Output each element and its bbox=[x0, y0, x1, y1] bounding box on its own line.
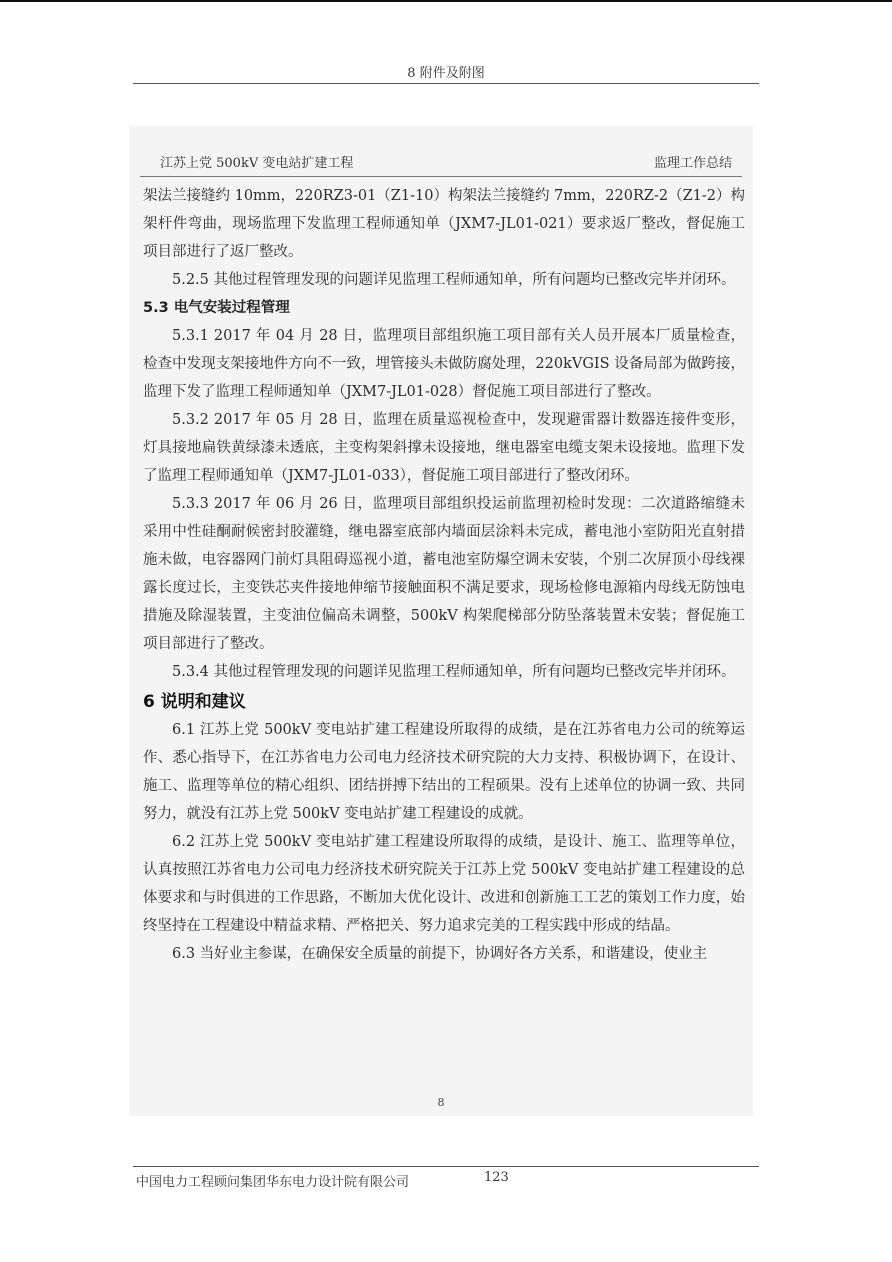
footer-page-number: 123 bbox=[484, 1170, 509, 1185]
top-border-line bbox=[0, 0, 892, 2]
chapter-heading: 6 说明和建议 bbox=[143, 692, 246, 712]
paragraph: 5.3.1 2017 年 04 月 28 日，监理项目部组织施工项目部有关人员开展本厂质量检查，检查中发现支架接地件方向不一致，埋管接头未做防腐处理，220kVGIS 设备局部为做跨接，监理下发了监理工程师通知单（JXM7-JL01-028）督促施工项目部进行了整改。 bbox=[143, 328, 745, 400]
paragraph: 5.3.2 2017 年 05 月 28 日，监理在质量巡视检查中，发现避雷器计数器连接件变形，灯具接地扁铁黄绿漆未透底，主变构架斜撑未设接地，继电器室电缆支架未设接地。监理下发了监理工程师通知单（JXM7-JL01-033），督促施工项目部进行了整改闭环。 bbox=[143, 412, 745, 484]
paragraph: 6.1 江苏上党 500kV 变电站扩建工程建设所取得的成绩，是在江苏省电力公司的统筹运作、悉心指导下，在江苏省电力公司电力经济技术研究院的大力支持、积极协调下，在设计、施工、监理等单位的精心组织、团结拼搏下结出的工程硕果。没有上述单位的协调一致、共同努力，就没有江苏上党 500kV 变电站扩建工程建设的成就。 bbox=[143, 722, 745, 822]
paragraph: 5.3.3 2017 年 06 月 26 日，监理项目部组织投运前监理初检时发现：二次道路缩缝未采用中性硅酮耐候密封胶灌缝，继电器室底部内墙面层涂料未完成，蓄电池小室防阳光直射措施未做，电容器网门前灯具阻碍巡视小道，蓄电池室防爆空调未安装，个别二次屏顶小母线裸露长度过长，主变铁芯夹件接地伸缩节接触面积不满足要求，现场检修电源箱内母线无防蚀电措施及除湿装置，主变油位偏高未调整，500kV 构架爬梯部分防坠落装置未安装；督促施工项目部进行了整改。 bbox=[143, 496, 745, 652]
paragraph: 5.2.5 其他过程管理发现的问题详见监理工程师通知单，所有问题均已整改完毕并闭环。 bbox=[172, 272, 736, 288]
inner-header-rule bbox=[140, 176, 742, 177]
footer-company: 中国电力工程顾问集团华东电力设计院有限公司 bbox=[136, 1175, 410, 1190]
paragraph: 6.3 当好业主参谋，在确保安全质量的前提下，协调好各方关系，和谐建设，使业主 bbox=[172, 946, 708, 962]
header-rule bbox=[133, 83, 759, 84]
paragraph: 5.3.4 其他过程管理发现的问题详见监理工程师通知单，所有问题均已整改完毕并闭环。 bbox=[172, 664, 736, 680]
paragraph: 架法兰接缝约 10mm，220RZ3-01（Z1-10）构架法兰接缝约 7mm，220RZ-2（Z1-2）构架杆件弯曲，现场监理下发监理工程师通知单（JXM7-JL01-021）要求返厂整改，督促施工项目部进行了返厂整改。 bbox=[143, 188, 746, 260]
footer-rule bbox=[133, 1166, 759, 1167]
page-body bbox=[143, 182, 745, 968]
inner-page-header bbox=[160, 152, 732, 172]
document-header-title: 8 附件及附图 bbox=[407, 66, 485, 81]
inner-page-number: 8 bbox=[437, 1096, 445, 1109]
section-heading: 5.3 电气安装过程管理 bbox=[143, 300, 290, 316]
inner-header-project: 江苏上党 500kV 变电站扩建工程 bbox=[160, 156, 354, 171]
inner-header-doc-type: 监理工作总结 bbox=[653, 156, 732, 171]
paragraph: 6.2 江苏上党 500kV 变电站扩建工程建设所取得的成绩，是设计、施工、监理等单位，认真按照江苏省电力公司电力经济技术研究院关于江苏上党 500kV 变电站扩建工程建设的总体要求和与时俱进的工作思路，不断加大优化设计、改进和创新施工工艺的策划工作力度，始终坚持在工程建设中精益求精、严格把关、努力追求完美的工程实践中形成的结晶。 bbox=[143, 834, 745, 934]
